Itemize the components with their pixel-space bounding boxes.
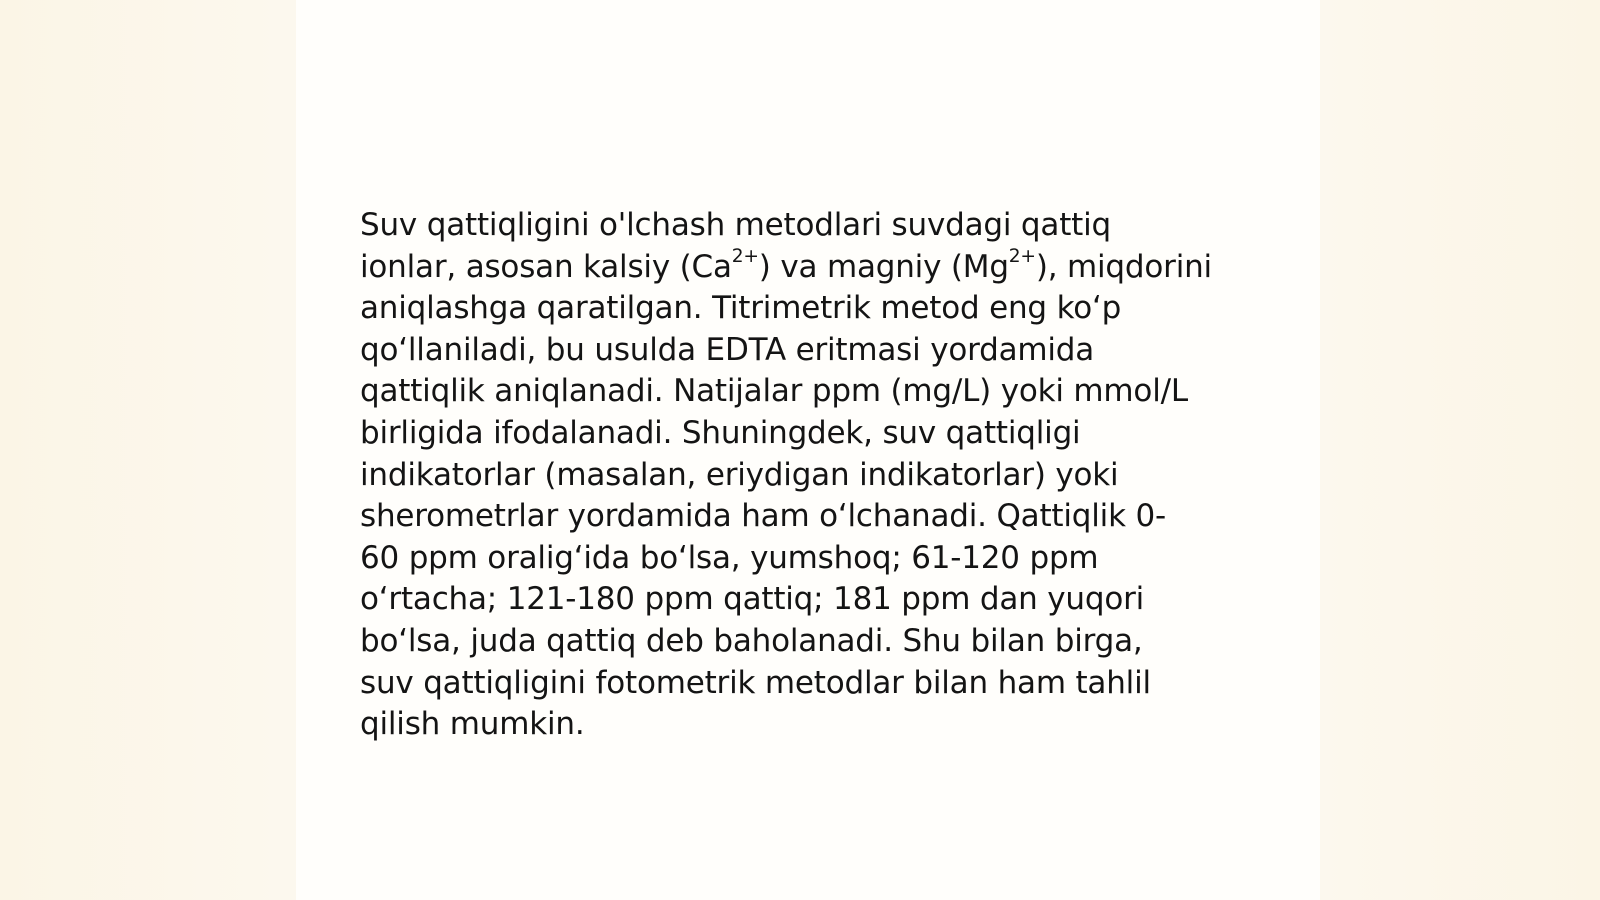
text-line — [360, 330, 1260, 372]
text-run: Suv qattiqligini o'lchash metodlari suvdagi qattiq — [360, 207, 1111, 243]
text-line — [360, 205, 1260, 247]
text-run: qo‘llaniladi, bu usulda EDTA eritmasi yordamida — [360, 331, 1095, 368]
text-line — [360, 663, 1260, 705]
text-run: bo‘lsa, juda qattiq deb baholanadi. Shu bilan birga, — [360, 622, 1143, 659]
superscript-charge: 2+ — [731, 246, 759, 268]
text-run: 60 ppm oralig‘ida bo‘lsa, yumshoq; 61-120 ppm — [360, 539, 1099, 576]
text-run: suv qattiqligini fotometrik metodlar bilan ham tahlil — [360, 664, 1151, 701]
text-run: ionlar, asosan kalsiy (Ca — [360, 248, 732, 285]
text-run: ) va magniy (Mg — [758, 248, 1009, 285]
text-run: indikatorlar (masalan, eriydigan indikatorlar) yoki — [360, 456, 1119, 493]
text-run: birligida ifodalanadi. Shuningdek, suv qattiqligi — [360, 414, 1081, 451]
text-line — [360, 288, 1260, 330]
text-line — [360, 704, 1260, 746]
text-run: qilish mumkin. — [360, 706, 585, 743]
text-line — [360, 621, 1260, 663]
text-line — [360, 496, 1260, 538]
text-line — [360, 538, 1260, 580]
text-line — [360, 371, 1260, 413]
text-run: qattiqlik aniqlanadi. Natijalar ppm (mg/L) yoki mmol/L — [360, 373, 1188, 410]
text-line — [360, 579, 1260, 621]
text-line — [360, 247, 1260, 289]
body-paragraph — [360, 205, 1260, 746]
text-line — [360, 413, 1260, 455]
text-run: aniqlashga qaratilgan. Titrimetrik metod eng ko‘p — [360, 290, 1122, 327]
superscript-charge: 2+ — [1008, 246, 1036, 268]
text-run: ), miqdorini — [1035, 248, 1212, 285]
text-run: sherometrlar yordamida ham o‘lchanadi. Qattiqlik 0- — [360, 498, 1167, 535]
text-run: o‘rtacha; 121-180 ppm qattiq; 181 ppm dan yuqori — [360, 581, 1145, 618]
text-line — [360, 455, 1260, 497]
